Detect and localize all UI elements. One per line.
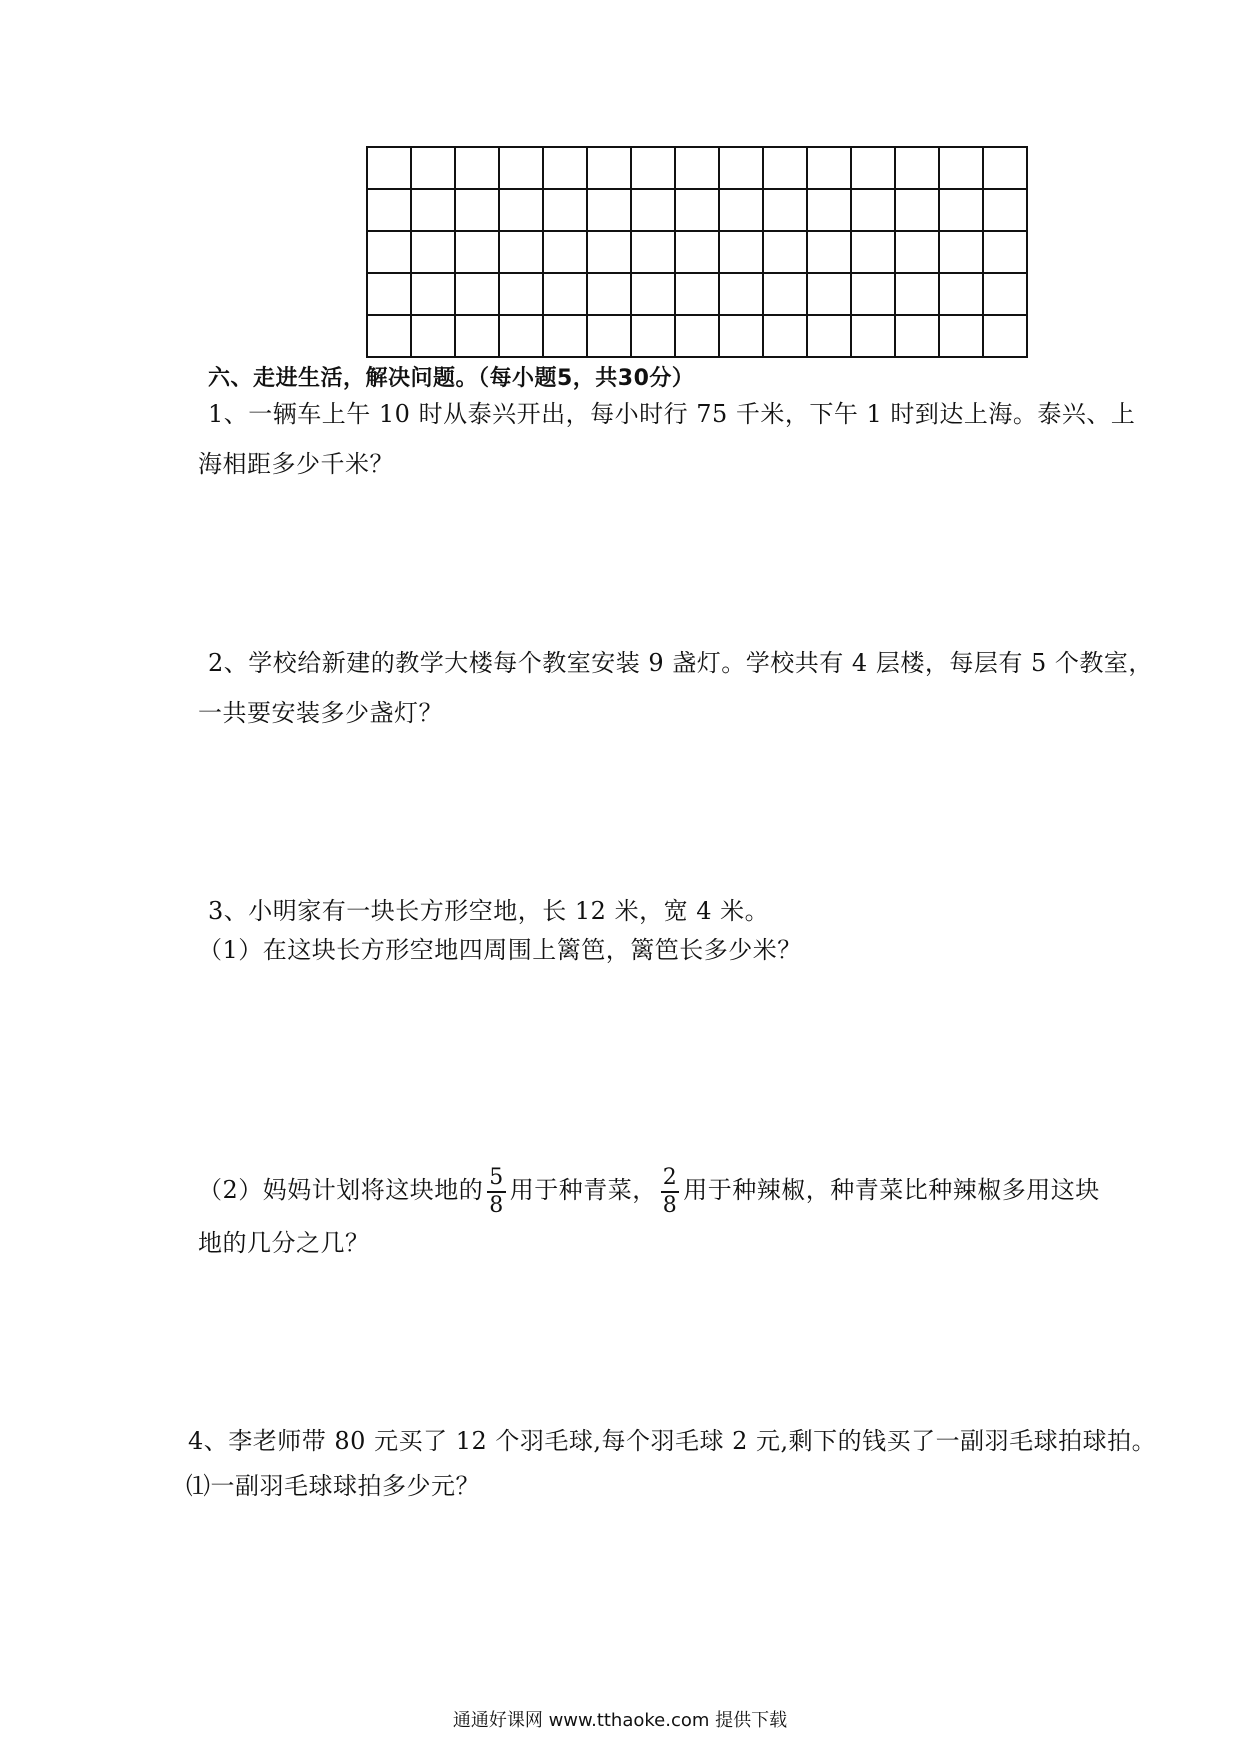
- grid-cell: [411, 231, 455, 273]
- grid-cell: [763, 189, 807, 231]
- grid-cell: [631, 189, 675, 231]
- question-3-sub-1: （1）在这块长方形空地四周围上篱笆，篱笆长多少米？: [198, 936, 802, 964]
- question-2-line-1: 2、学校给新建的教学大楼每个教室安装 9 盏灯。学校共有 4 层楼，每层有 5 个教室，: [208, 649, 1153, 677]
- grid-cell: [631, 315, 675, 357]
- grid-row: [367, 147, 1027, 189]
- grid-cell: [367, 189, 411, 231]
- grid-cell: [763, 231, 807, 273]
- grid-cell: [675, 273, 719, 315]
- grid-cell: [895, 315, 939, 357]
- grid-cell: [719, 315, 763, 357]
- grid-cell: [719, 189, 763, 231]
- section-six-heading: 六、走进生活，解决问题。（每小题5，共30分）: [208, 366, 695, 391]
- question-1-line-1: 1、一辆车上午 10 时从泰兴开出，每小时行 75 千米，下午 1 时到达上海。泰兴、上: [208, 400, 1136, 428]
- grid-cell: [675, 147, 719, 189]
- grid-cell: [499, 189, 543, 231]
- grid-cell: [895, 189, 939, 231]
- grid-cell: [807, 273, 851, 315]
- grid-cell: [455, 315, 499, 357]
- grid-cell: [587, 147, 631, 189]
- grid-cell: [455, 231, 499, 273]
- grid-cell: [587, 315, 631, 357]
- grid-cell: [851, 315, 895, 357]
- grid-cell: [939, 315, 983, 357]
- grid-cell: [807, 189, 851, 231]
- grid-cell: [895, 231, 939, 273]
- fraction-five-eighths: [487, 1165, 506, 1219]
- grid-cell: [367, 273, 411, 315]
- question-1-line-2: 海相距多少千米？: [198, 450, 394, 478]
- grid-cell: [631, 147, 675, 189]
- grid-cell: [807, 231, 851, 273]
- question-3-sub-2-text-1: （2）妈妈计划将这块地的: [198, 1176, 484, 1204]
- grid-cell: [983, 189, 1027, 231]
- grid-cell: [939, 231, 983, 273]
- grid-cell: [411, 315, 455, 357]
- question-3-sub-2-line-2: 地的几分之几？: [198, 1229, 370, 1257]
- grid-cell: [983, 273, 1027, 315]
- grid-cell: [455, 273, 499, 315]
- grid-cell: [367, 231, 411, 273]
- grid-cell: [939, 189, 983, 231]
- grid-cell: [587, 231, 631, 273]
- grid-cell: [895, 147, 939, 189]
- grid-cell: [543, 315, 587, 357]
- grid-cell: [939, 147, 983, 189]
- grid-cell: [543, 231, 587, 273]
- footer-source: 通通好课网 www.tthaoke.com 提供下载: [452, 1710, 788, 1731]
- question-3-sub-2-line-1: [198, 1162, 1100, 1219]
- question-4-sub-1: ⑴一副羽毛球球拍多少元？: [186, 1472, 480, 1500]
- question-3-sub-2-text-2: 用于种青菜，: [509, 1176, 657, 1204]
- question-3-intro: 3、小明家有一块长方形空地，长 12 米，宽 4 米。: [208, 897, 770, 925]
- grid-cell: [675, 231, 719, 273]
- answer-grid: [366, 146, 1028, 358]
- fraction-2-numerator: 2: [661, 1165, 680, 1193]
- grid-row: [367, 315, 1027, 357]
- grid-cell: [455, 189, 499, 231]
- fraction-2-denominator: 8: [662, 1192, 678, 1218]
- grid-cell: [983, 147, 1027, 189]
- question-2-line-2: 一共要安装多少盏灯？: [198, 699, 443, 727]
- grid-cell: [719, 147, 763, 189]
- grid-cell: [807, 147, 851, 189]
- grid-cell: [851, 147, 895, 189]
- grid-cell: [367, 147, 411, 189]
- grid-cell: [499, 147, 543, 189]
- grid-cell: [631, 231, 675, 273]
- grid-cell: [499, 315, 543, 357]
- question-4-line-1: 4、李老师带 80 元买了 12 个羽毛球,每个羽毛球 2 元,剩下的钱买了一副羽毛球拍球拍。: [188, 1427, 1157, 1455]
- grid-row: [367, 273, 1027, 315]
- grid-cell: [719, 273, 763, 315]
- grid-cell: [631, 273, 675, 315]
- fraction-1-numerator: 5: [487, 1165, 506, 1193]
- grid-cell: [851, 189, 895, 231]
- grid-cell: [543, 273, 587, 315]
- grid-cell: [895, 273, 939, 315]
- grid-cell: [411, 147, 455, 189]
- grid-cell: [983, 315, 1027, 357]
- grid-cell: [851, 231, 895, 273]
- fraction-1-denominator: 8: [489, 1192, 504, 1218]
- grid-cell: [807, 315, 851, 357]
- grid-cell: [675, 189, 719, 231]
- grid-cell: [763, 315, 807, 357]
- grid-cell: [543, 189, 587, 231]
- grid-row: [367, 231, 1027, 273]
- grid-cell: [983, 231, 1027, 273]
- question-3-sub-2-text-3: 用于种辣椒，种青菜比种辣椒多用这块: [683, 1176, 1100, 1204]
- fraction-two-eighths: [661, 1165, 680, 1219]
- grid-cell: [851, 273, 895, 315]
- grid-cell: [411, 189, 455, 231]
- grid-cell: [499, 273, 543, 315]
- grid-cell: [675, 315, 719, 357]
- grid-cell: [763, 147, 807, 189]
- grid-cell: [543, 147, 587, 189]
- grid-cell: [587, 189, 631, 231]
- grid-cell: [939, 273, 983, 315]
- grid-cell: [763, 273, 807, 315]
- grid-cell: [411, 273, 455, 315]
- grid-cell: [367, 315, 411, 357]
- grid-cell: [499, 231, 543, 273]
- grid-cell: [587, 273, 631, 315]
- grid-cell: [455, 147, 499, 189]
- grid-cell: [719, 231, 763, 273]
- grid-row: [367, 189, 1027, 231]
